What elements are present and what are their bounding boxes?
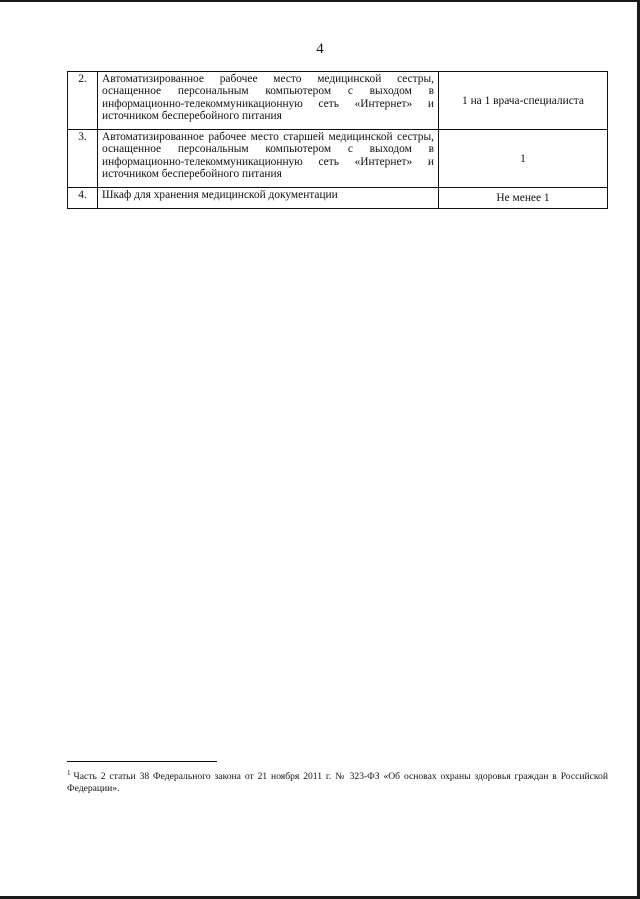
- footnote-marker: 1: [67, 769, 71, 777]
- page-number: 4: [316, 41, 324, 57]
- table-row: [68, 188, 608, 209]
- scan-edge-top: [0, 0, 640, 2]
- row-quantity: Не менее 1: [439, 188, 608, 209]
- table-row: [68, 72, 608, 130]
- row-description: Автоматизированное рабочее место старшей медицинской сестры, оснащенное персональным компьютером с выходом в информационно-телекоммуникационную сеть «Интернет» и источником бесперебойного питания: [98, 130, 439, 188]
- footnote: [67, 767, 608, 795]
- table-row: [68, 130, 608, 188]
- footnote-separator: [67, 761, 217, 762]
- row-quantity: 1: [439, 130, 608, 188]
- row-number: 2.: [68, 72, 98, 130]
- footnote-text: Часть 2 статьи 38 Федерального закона от 21 ноября 2011 г. № 323-ФЗ «Об основах охраны здоровья граждан в Российской Федерации».: [67, 771, 608, 794]
- row-quantity: 1 на 1 врача-специалиста: [439, 72, 608, 130]
- row-number: 4.: [68, 188, 98, 209]
- equipment-table: [67, 71, 608, 209]
- row-description: Шкаф для хранения медицинской документации: [98, 188, 439, 209]
- row-description: Автоматизированное рабочее место медицинской сестры, оснащенное персональным компьютером с выходом в информационно-телекоммуникационную сеть «Интернет» и источником бесперебойного питания: [98, 72, 439, 130]
- row-number: 3.: [68, 130, 98, 188]
